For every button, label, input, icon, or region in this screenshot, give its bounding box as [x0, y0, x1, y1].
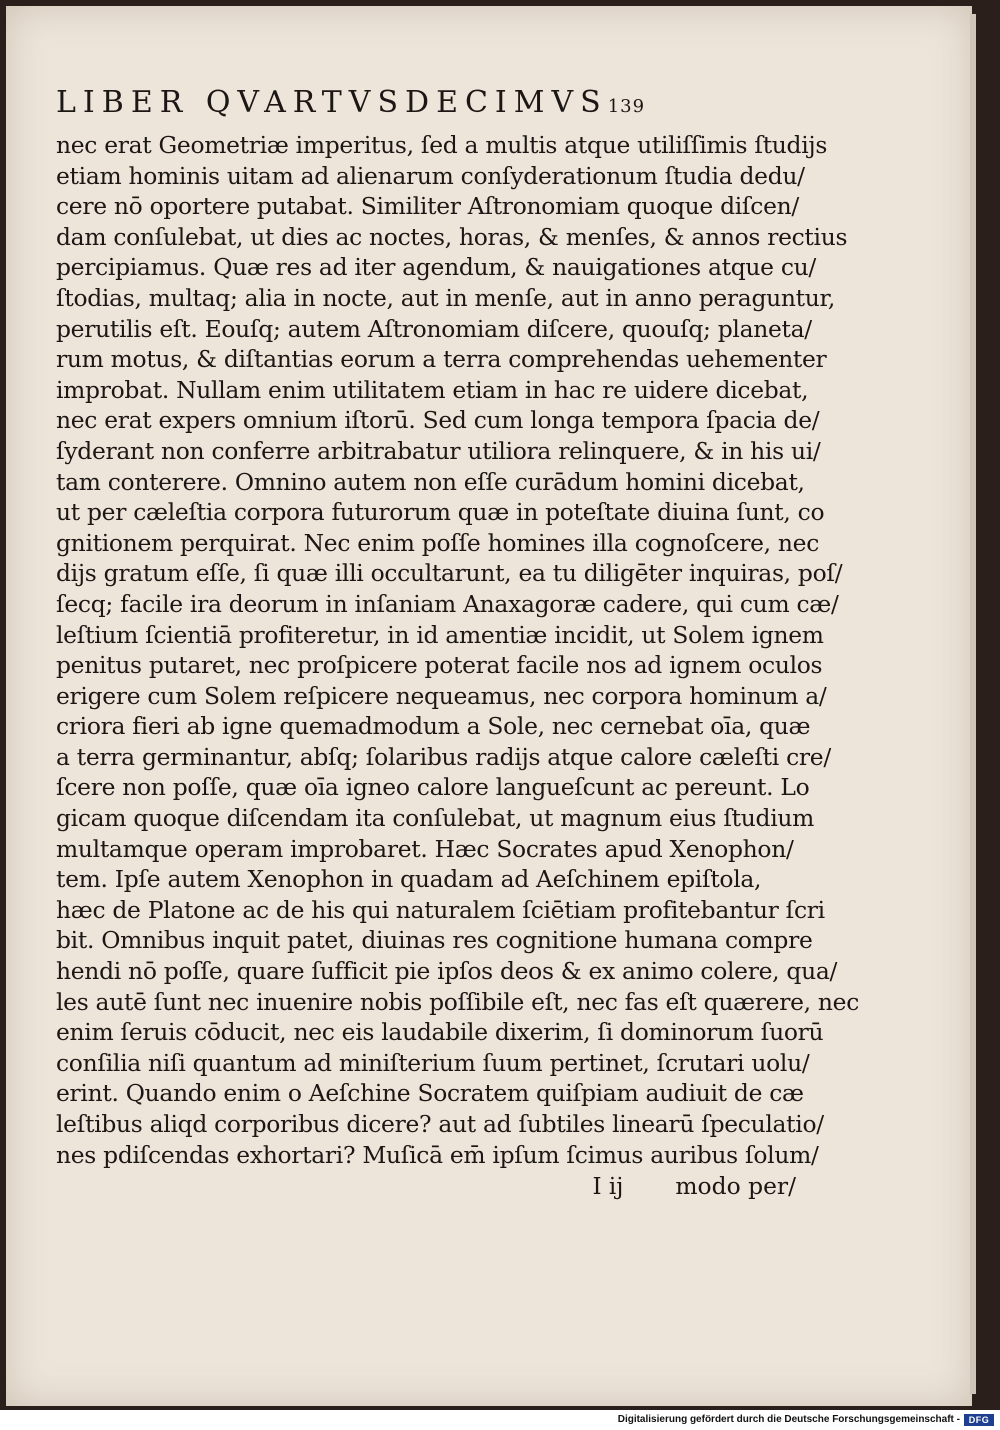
text-line: cere nō oportere putabat. Similiter Aſtronomiam quoque diſcen/: [56, 192, 799, 221]
text-line: nec erat expers omnium iſtorū. Sed cum longa tempora ſpacia de/: [56, 406, 820, 435]
funding-credit: Digitalisierung gefördert durch die Deutsche Forschungsgemeinschaft -: [617, 1414, 960, 1425]
page-edge: [970, 14, 976, 1394]
running-head: [56, 84, 796, 126]
folio-number: 139: [607, 96, 646, 117]
text-line: rum motus, & diſtantias eorum a terra comprehendas uehementer: [56, 345, 827, 374]
text-line: leſtibus aliqd corporibus dicere? aut ad ſubtiles linearū ſpeculatio/: [56, 1110, 824, 1138]
page-text-block: [56, 84, 860, 1203]
text-line: percipiamus. Quæ res ad iter agendum, & nauigationes atque cu/: [56, 253, 816, 282]
text-line: multamque operam improbaret. Hæc Socrates apud Xenophon/: [56, 834, 794, 863]
text-line: hæc de Platone ac de his qui naturalem ſciētiam profitebantur ſcri: [56, 895, 825, 924]
text-line: bit. Omnibus inquit patet, diuinas res cognitione humana compre: [56, 926, 813, 955]
text-line: ſyderant non conferre arbitrabatur utiliora relinquere, & in his ui/: [56, 436, 821, 465]
text-line: nec erat Geometriæ imperitus, ſed a multis atque utiliſſimis ſtudijs: [56, 131, 828, 159]
text-line: gicam quoque diſcendam ita conſulebat, ut magnum eius ſtudium: [56, 804, 815, 833]
text-line: leſtium ſcientiā profiteretur, in id amentiæ incidit, ut Solem ignem: [56, 620, 824, 649]
footer-bar: [0, 1410, 1000, 1430]
text-line: conſilia niſi quantum ad miniſterium ſuum pertinet, ſcrutari uolu/: [56, 1048, 810, 1077]
text-line: criora fieri ab igne quemadmodum a Sole, nec cernebat oīa, quæ: [56, 712, 811, 741]
book-page: [6, 6, 972, 1406]
text-line: enim ſeruis cōducit, nec eis laudabile dixerim, ſi dominorum ſuorū: [56, 1018, 824, 1047]
text-line: hendi nō poſſe, quare ſufficit pie ipſos deos & ex animo colere, qua/: [56, 957, 838, 986]
text-line: improbat. Nullam enim utilitatem etiam in hac re uidere dicebat,: [56, 375, 809, 404]
text-line: ſcere non poſſe, quæ oīa igneo calore langueſcunt ac pereunt. Lo: [56, 773, 810, 802]
dfg-logo: DFG: [964, 1414, 994, 1426]
text-line: nes pdiſcendas exhortari? Muſicā em̄ ipſum ſcimus auribus ſolum/: [56, 1140, 819, 1169]
text-line: tem. Ipſe autem Xenophon in quadam ad Aeſchinem epiſtola,: [56, 865, 762, 894]
body-text: [56, 130, 860, 1170]
text-line: les autē ſunt nec inuenire nobis poſſibile eſt, nec fas eſt quærere, nec: [56, 987, 860, 1016]
text-line: a terra germinantur, abſq; ſolaribus radijs atque calore cæleſti cre/: [56, 742, 831, 771]
text-line: erigere cum Solem reſpicere nequeamus, nec corpora hominum a/: [56, 681, 827, 710]
catchword: modo per/: [675, 1172, 796, 1201]
signature-mark: I ij: [592, 1174, 624, 1201]
text-line: tam conterere. Omnino autem non eſſe curādum homini dicebat,: [56, 467, 805, 496]
text-line: etiam hominis uitam ad alienarum conſyderationum ſtudia dedu/: [56, 161, 805, 190]
text-line: ut per cæleſtia corpora futurorum quæ in poteſtate diuina ſunt, co: [56, 498, 825, 527]
text-line: perutilis eſt. Eouſq; autem Aſtronomiam diſcere, quouſq; planeta/: [56, 314, 812, 343]
text-line: dam conſulebat, ut dies ac noctes, horas, & menſes, & annos rectius: [56, 222, 848, 251]
text-line: erint. Quando enim o Aeſchine Socratem quiſpiam audiuit de cæ: [56, 1079, 804, 1108]
text-line: dijs gratum eſſe, ſi quæ illi occultarunt, ea tu diligēter inquiras, poſ/: [56, 559, 843, 588]
text-line: gnitionem perquirat. Nec enim poſſe homines illa cognoſcere, nec: [56, 528, 819, 557]
text-line: ſtodias, multaq; alia in nocte, aut in menſe, aut in anno peraguntur,: [56, 283, 835, 312]
text-line: penitus putaret, nec proſpicere poterat facile nos ad ignem oculos: [56, 651, 823, 680]
text-line: ſecq; facile ira deorum in inſaniam Anaxagoræ cadere, qui cum cæ/: [56, 589, 839, 618]
catchword-line: [56, 1170, 796, 1203]
running-head-title: LIBER QVARTVSDECIMVS: [56, 85, 608, 120]
